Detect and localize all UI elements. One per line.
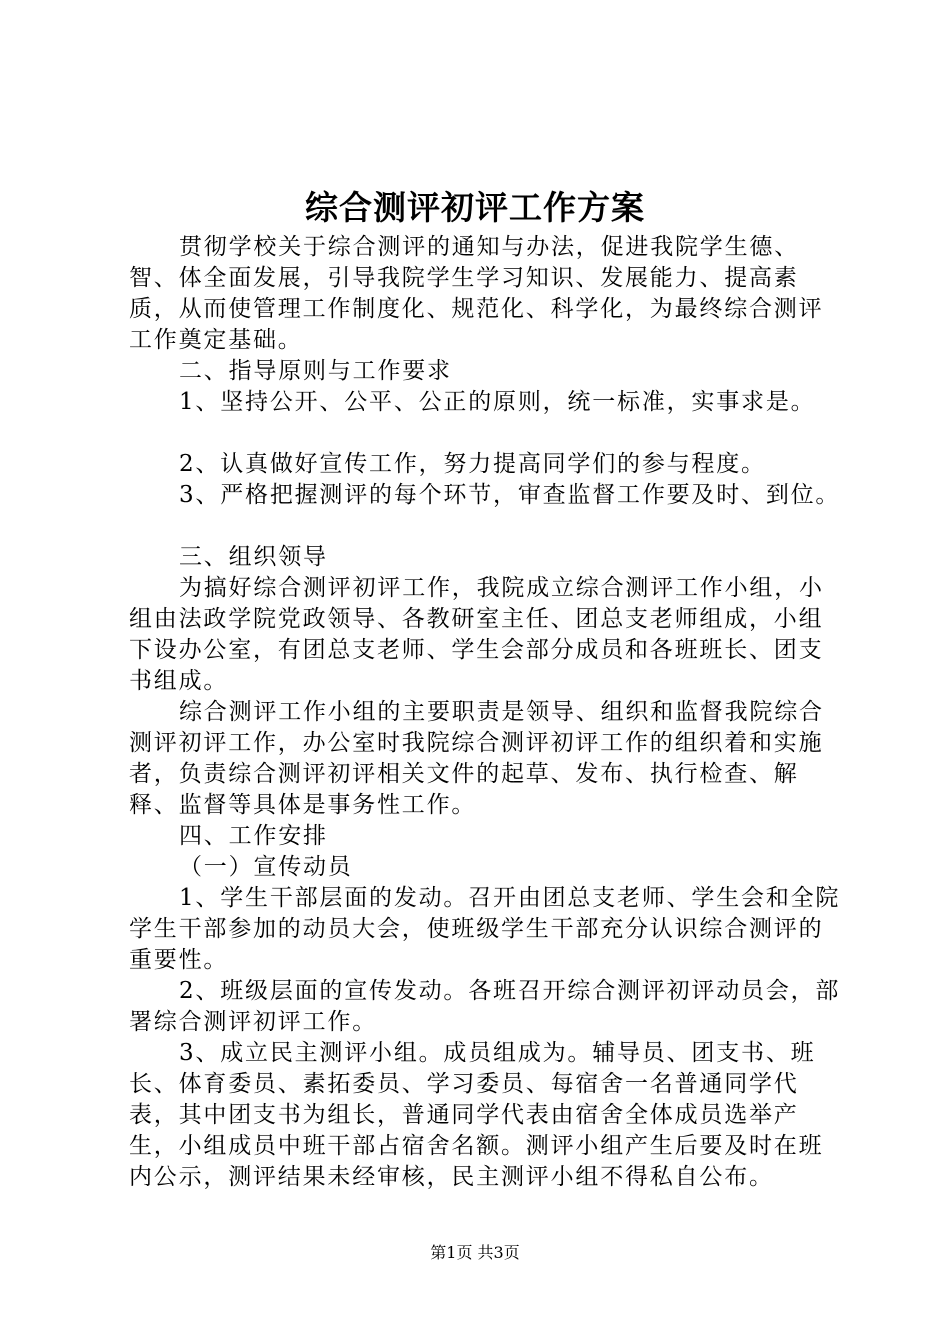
principle-item-1: 1、坚持公开、公平、公正的原则，统一标准，实事求是。 xyxy=(179,389,816,415)
section-heading-arrangement: 四、工作安排 xyxy=(179,823,328,849)
section-heading-leadership: 三、组织领导 xyxy=(179,544,328,570)
arrangement-item-1: 1、学生干部层面的发动。召开由团总支老师、学生会和全院学生干部参加的动员大会，使班级学生干部充分认识综合测评的重要性。 xyxy=(129,885,841,973)
leadership-paragraph-2: 综合测评工作小组的主要职责是领导、组织和监督我院综合测评初评工作，办公室时我院综合测评初评工作的组织着和实施者，负责综合测评初评相关文件的起草、发布、执行检查、解释、监督等具体是事务性工作。 xyxy=(129,699,824,818)
arrangement-item-2: 2、班级层面的宣传发动。各班召开综合测评初评动员会，部署综合测评初评工作。 xyxy=(129,978,841,1035)
arrangement-item-3: 3、成立民主测评小组。成员组成为。辅导员、团支书、班长、体育委员、素拓委员、学习委员、每宿舍一名普通同学代表，其中团支书为组长，普通同学代表由宿舍全体成员选举产生，小组成员中班干部占宿舍名额。测评小组产生后要及时在班内公示，测评结果未经审核，民主测评小组不得私自公布。 xyxy=(129,1040,824,1190)
leadership-paragraph-1: 为搞好综合测评初评工作，我院成立综合测评工作小组，小组由法政学院党政领导、各教研室主任、团总支老师组成，小组下设办公室，有团总支老师、学生会部分成员和各班班长、团支书组成。 xyxy=(129,575,824,694)
document-title: 综合测评初评工作方案 xyxy=(305,188,645,227)
document-body xyxy=(129,232,841,1193)
page-footer: 第1页 共3页 xyxy=(430,1243,520,1262)
section-heading-principles: 二、指导原则与工作要求 xyxy=(179,358,452,384)
intro-paragraph: 贯彻学校关于综合测评的通知与办法，促进我院学生德、智、体全面发展，引导我院学生学习知识、发展能力、提高素质，从而使管理工作制度化、规范化、科学化，为最终综合测评工作奠定基础。 xyxy=(129,234,824,353)
subsection-heading-publicity: （一）宣传动员 xyxy=(179,854,353,880)
principle-item-3: 3、严格把握测评的每个环节，审查监督工作要及时、到位。 xyxy=(179,482,841,508)
principle-item-2: 2、认真做好宣传工作，努力提高同学们的参与程度。 xyxy=(179,451,766,477)
